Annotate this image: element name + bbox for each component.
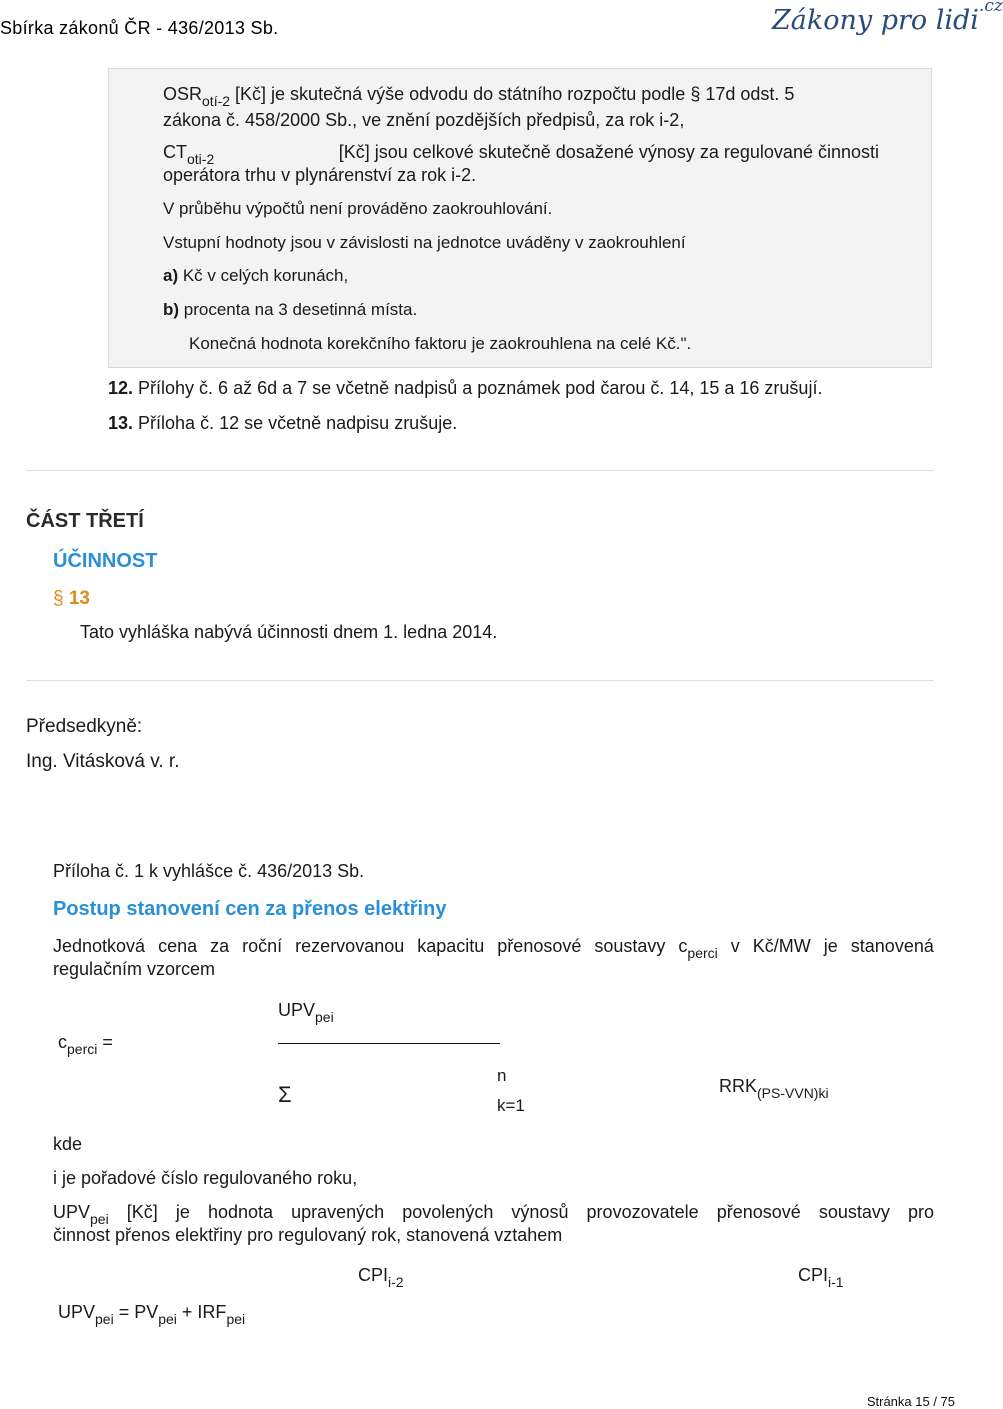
annex-intro-line2: regulačním vzorcem	[53, 959, 216, 979]
formula-lhs: $c_{perci}$ =	[58, 1032, 113, 1057]
upv-definition: $UPV_{pei}$ [Kč] je hodnota upravených povolených výnosů provozovatele přenosové soustavy pro	[53, 1202, 934, 1227]
cpi-i-1: $CPI_{i-1}$	[798, 1265, 844, 1290]
signature-name: Ing. Vitásková v. r.	[26, 751, 180, 772]
kde-label: kde	[53, 1134, 83, 1154]
site-logo[interactable]	[772, 0, 1003, 36]
divider	[26, 470, 934, 471]
box-line-inputs: Vstupní hodnoty jsou v závislosti na jednotce uváděny v zaokrouhlení	[163, 233, 686, 252]
cpi-i-2: $CPI_{i-2}$	[358, 1265, 404, 1290]
box-line-b: b) procenta na 3 desetinná místa.	[163, 300, 418, 319]
box-line-final: Konečná hodnota korekčního faktoru je zaokrouhlena na celé Kč.".	[189, 334, 692, 353]
upv-equation: $UPV_{pei} = PV_{pei} + IRF_{pei}$	[58, 1302, 246, 1327]
logo-suffix: .cz	[978, 0, 1003, 16]
item-13: 13. Příloha č. 12 se včetně nadpisu zrušuje.	[108, 413, 458, 433]
box-line-operator: operátora trhu v plynárenství za rok i-2.	[163, 165, 477, 185]
sum-symbol: Σ	[278, 1082, 292, 1107]
box-line-a: a) Kč v celých korunách,	[163, 266, 349, 285]
paragraph-number[interactable]: § 13	[53, 588, 90, 609]
signature-role: Předsedkyně:	[26, 716, 143, 737]
sum-upper: n	[497, 1066, 507, 1085]
fraction-bar	[278, 1043, 500, 1044]
sum-lower: k=1	[497, 1096, 525, 1115]
annex-intro: Jednotková cena za roční rezervovanou kapacitu přenosové soustavy $c_{perci}$ v Kč/MW je stanovená	[53, 936, 934, 961]
logo-text: Zákony pro lidi	[772, 5, 979, 36]
i-definition: i je pořadové číslo regulovaného roku,	[53, 1168, 358, 1188]
box-line-ct: $CT_{oti-2}$ [Kč] jsou celkové skutečně dosažené výnosy za regulované činnosti	[163, 142, 879, 167]
upv-definition-line2: činnost přenos elektřiny pro regulovaný rok, stanovená vztahem	[53, 1225, 563, 1245]
divider	[26, 680, 934, 681]
formula-numerator: $UPV_{pei}$	[278, 1000, 334, 1025]
effect-text: Tato vyhláška nabývá účinnosti dnem 1. ledna 2014.	[80, 622, 498, 642]
annex-title: Postup stanovení cen za přenos elektřiny	[53, 898, 447, 920]
part-title: ČÁST TŘETÍ	[26, 510, 144, 532]
page-number: Stránka 15 / 75	[866, 1394, 955, 1409]
box-line-osr: $OSR_{otí-2}$ [Kč] je skutečná výše odvodu do státního rozpočtu podle § 17d odst. 5	[163, 84, 795, 109]
item-12: 12. Přílohy č. 6 až 6d a 7 se včetně nadpisů a poznámek pod čarou č. 14, 15 a 16 zrušují.	[108, 378, 823, 398]
box-line-rounding: V průběhu výpočtů není prováděno zaokrouhlování.	[163, 199, 553, 218]
paragraph-link[interactable]: §	[690, 84, 701, 104]
box-line-law: zákona č. 458/2000 Sb., ve znění pozdějších předpisů, za rok i-2,	[163, 110, 685, 130]
document-title: Sbírka zákonů ČR - 436/2013 Sb.	[0, 18, 279, 38]
annex-label: Příloha č. 1 k vyhlášce č. 436/2013 Sb.	[53, 861, 365, 881]
formula-rrk: $RRK_{(PS-VVN)ki}$	[719, 1076, 829, 1101]
section-heading: ÚČINNOST	[53, 550, 158, 572]
